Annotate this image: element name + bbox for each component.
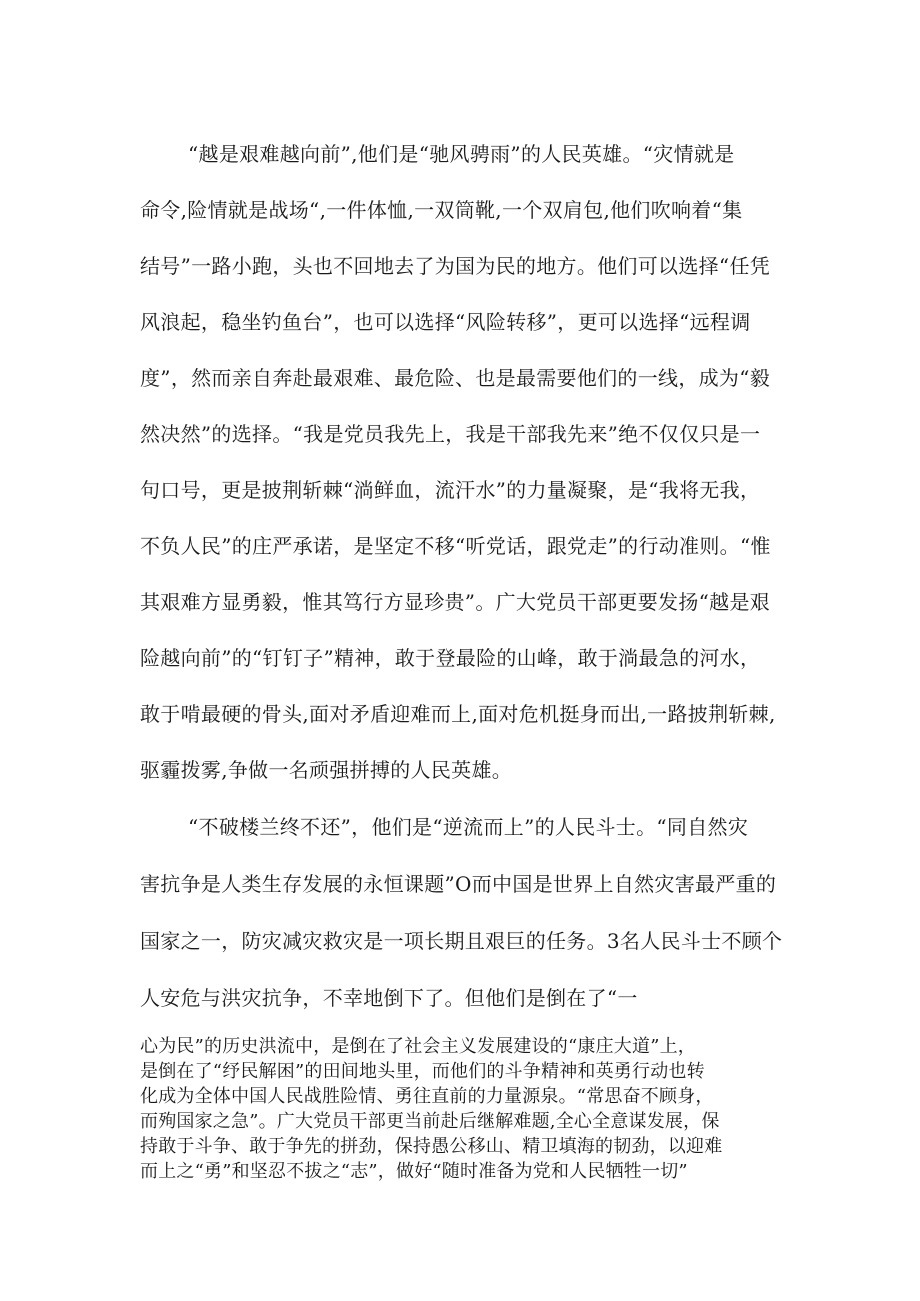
paragraph-1-line-8: 不负人民”的庄严承诺，是坚定不移“听党话，跟党走”的行动准则。“惟 — [140, 534, 771, 558]
paragraph-1-line-7: 句口号，更是披荆斩棘“淌鲜血，流汗水”的力量凝聚，是“我将无我， — [140, 478, 761, 502]
paragraph-2-line-7: 化成为全体中国人民战胜险情、勇往直前的力量源泉。“常思奋不顾身， — [140, 1086, 714, 1107]
paragraph-2-line-4: 人安危与洪灾抗争，不幸地倒下了。但他们是倒在了“一 — [140, 986, 638, 1010]
paragraph-1-line-6: 然决然”的选择。“我是党员我先上，我是干部我先来”绝不仅仅只是一 — [140, 422, 761, 446]
paragraph-1-line-4: 风浪起，稳坐钓鱼台”，也可以选择“风险转移”，更可以选择“远程调 — [140, 310, 751, 334]
paragraph-2-line-6: 是倒在了“纾民解困”的田间地头里，而他们的斗争精神和英勇行动也转 — [140, 1061, 705, 1082]
paragraph-2-line-1: “不破楼兰终不还”，他们是“逆流而上”的人民斗士。“同自然灾 — [188, 815, 749, 839]
paragraph-1-line-12: 驱霾拨雾,争做一名顽强拼搏的人民英雄。 — [140, 758, 513, 782]
paragraph-2-line-10: 而上之“勇”和坚忍不拔之“志”，做好“随时准备为党和人民牺牲一切” — [140, 1161, 688, 1182]
paragraph-1-line-9: 其艰难方显勇毅，惟其笃行方显珍贵”。广大党员干部更要发扬“越是艰 — [140, 590, 771, 614]
paragraph-1-line-5: 度”，然而亲自奔赴最艰难、最危险、也是最需要他们的一线，成为“毅 — [140, 366, 771, 390]
paragraph-2-line-9: 持敢于斗争、敢于争先的拼劲，保持愚公移山、精卫填海的韧劲，以迎难 — [140, 1136, 723, 1157]
paragraph-2-line-8: 而殉国家之急”。广大党员干部更当前赴后继解难题,全心全意谋发展，保 — [140, 1111, 720, 1132]
paragraph-2-line-5: 心为民”的历史洪流中，是倒在了社会主义发展建设的“康庄大道”上， — [140, 1036, 697, 1057]
paragraph-1-line-2: 命令,险情就是战场“,一件体恤,一双筒靴,一个双肩包,他们吹响着“集 — [140, 198, 743, 222]
paragraph-2-line-3: 国家之一，防灾减灾救灾是一项长期且艰巨的任务。3名人民斗士不顾个 — [140, 929, 783, 953]
paragraph-1-line-10: 险越向前”的“钉钉子”精神，敢于登最险的山峰，敢于淌最急的河水， — [140, 646, 761, 670]
paragraph-1-line-3: 结号”一路小跑，头也不回地去了为国为民的地方。他们可以选择“任凭 — [140, 254, 771, 278]
paragraph-1-line-11: 敢于啃最硬的骨头,面对矛盾迎难而上,面对危机挺身而出,一路披荆斩棘, — [140, 702, 776, 726]
paragraph-2-line-2: 害抗争是人类生存发展的永恒课题”O而中国是世界上自然灾害最严重的 — [140, 872, 777, 896]
paragraph-1-line-1: “越是艰难越向前”,他们是“驰风骋雨”的人民英雄。“灾情就是 — [188, 142, 735, 166]
